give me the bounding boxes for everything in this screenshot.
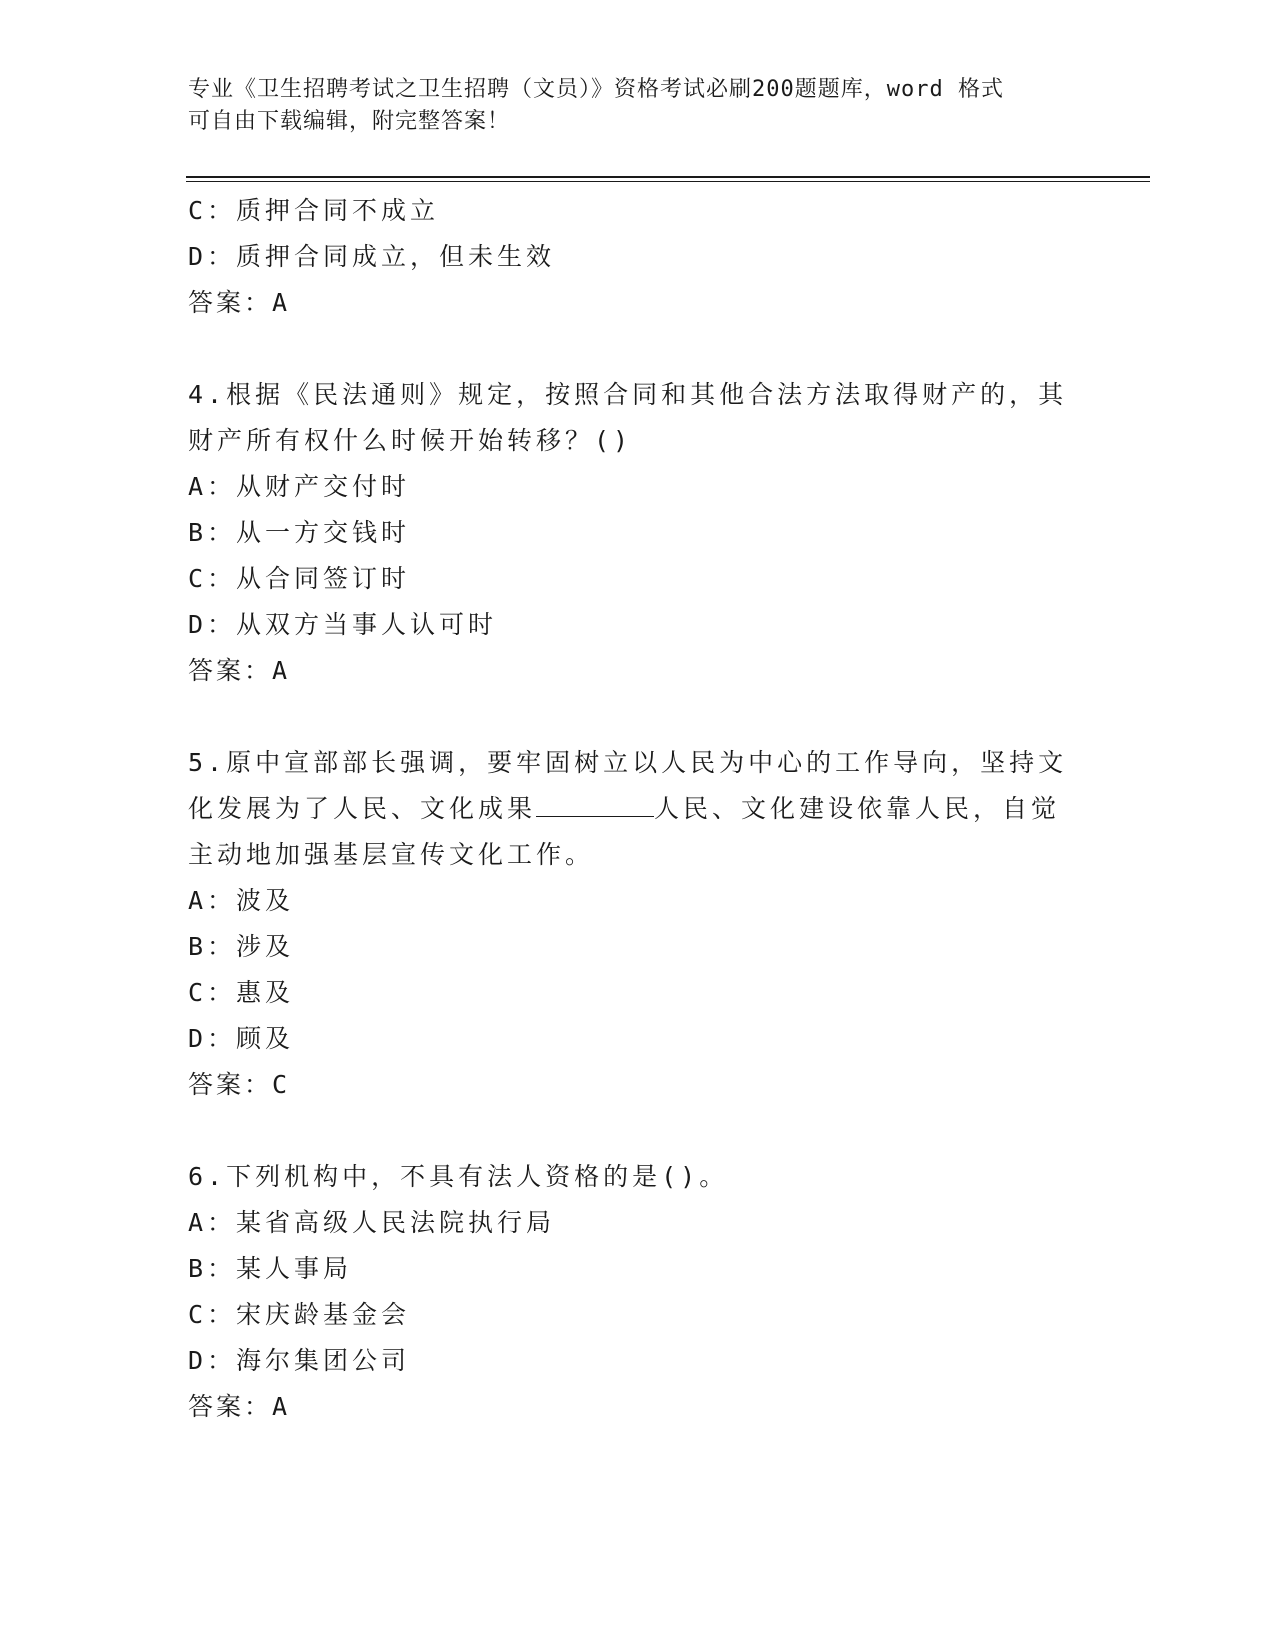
question-stem-line: 4.根据《民法通则》规定，按照合同和其他合法方法取得财产的，其 — [188, 380, 1068, 409]
answer-label: 答案： — [188, 1392, 273, 1421]
question-5 — [188, 740, 1068, 1108]
spacer — [188, 694, 1068, 740]
answer-line — [188, 1062, 1068, 1108]
stem-text-after-blank: 人民、文化建设依靠人民，自觉 — [654, 794, 1061, 823]
answer-label: 答案： — [188, 656, 273, 685]
option-a: A：从财产交付时 — [188, 472, 411, 501]
answer-value: A — [272, 288, 291, 317]
option-c: C：从合同签订时 — [188, 564, 411, 593]
header-title-line-1: 专业《卫生招聘考试之卫生招聘（文员）》资格考试必刷200题题库，word 格式 — [188, 77, 1004, 102]
document-header — [188, 74, 1068, 138]
option-d: D：顾及 — [188, 1024, 295, 1053]
question-list — [188, 188, 1068, 1430]
question-stem-line: 6.下列机构中，不具有法人资格的是()。 — [188, 1162, 729, 1191]
answer-label: 答案： — [188, 288, 273, 317]
answer-line — [188, 648, 1068, 694]
option-d: D：从双方当事人认可时 — [188, 610, 498, 639]
question-stem-line: 主动地加强基层宣传文化工作。 — [188, 840, 595, 869]
header-divider-thick — [186, 176, 1150, 178]
header-divider-thin — [186, 181, 1150, 182]
option-a: A：某省高级人民法院执行局 — [188, 1208, 556, 1237]
fill-in-blank — [536, 786, 654, 817]
question-3-tail — [188, 188, 1068, 326]
option-a: A：波及 — [188, 886, 295, 915]
option-d: D：质押合同成立，但未生效 — [188, 242, 556, 271]
answer-value: A — [272, 1392, 291, 1421]
answer-line — [188, 1384, 1068, 1430]
question-6 — [188, 1154, 1068, 1430]
answer-label: 答案： — [188, 1070, 273, 1099]
option-b: B：从一方交钱时 — [188, 518, 411, 547]
header-title-line-2: 可自由下载编辑，附完整答案！ — [188, 109, 511, 134]
option-b: B：某人事局 — [188, 1254, 353, 1283]
question-stem-line: 5.原中宣部部长强调，要牢固树立以人民为中心的工作导向，坚持文 — [188, 748, 1068, 777]
question-4 — [188, 372, 1068, 694]
spacer — [188, 326, 1068, 372]
answer-value: A — [272, 656, 291, 685]
option-b: B：涉及 — [188, 932, 295, 961]
answer-line — [188, 280, 1068, 326]
option-d: D：海尔集团公司 — [188, 1346, 411, 1375]
question-stem-line — [188, 786, 1068, 832]
answer-value: C — [272, 1070, 291, 1099]
spacer — [188, 1108, 1068, 1154]
option-c: C：质押合同不成立 — [188, 196, 440, 225]
stem-text-before-blank: 化发展为了人民、文化成果 — [188, 794, 537, 823]
option-c: C：惠及 — [188, 978, 295, 1007]
option-c: C：宋庆龄基金会 — [188, 1300, 411, 1329]
question-stem-line: 财产所有权什么时候开始转移？() — [188, 426, 633, 455]
